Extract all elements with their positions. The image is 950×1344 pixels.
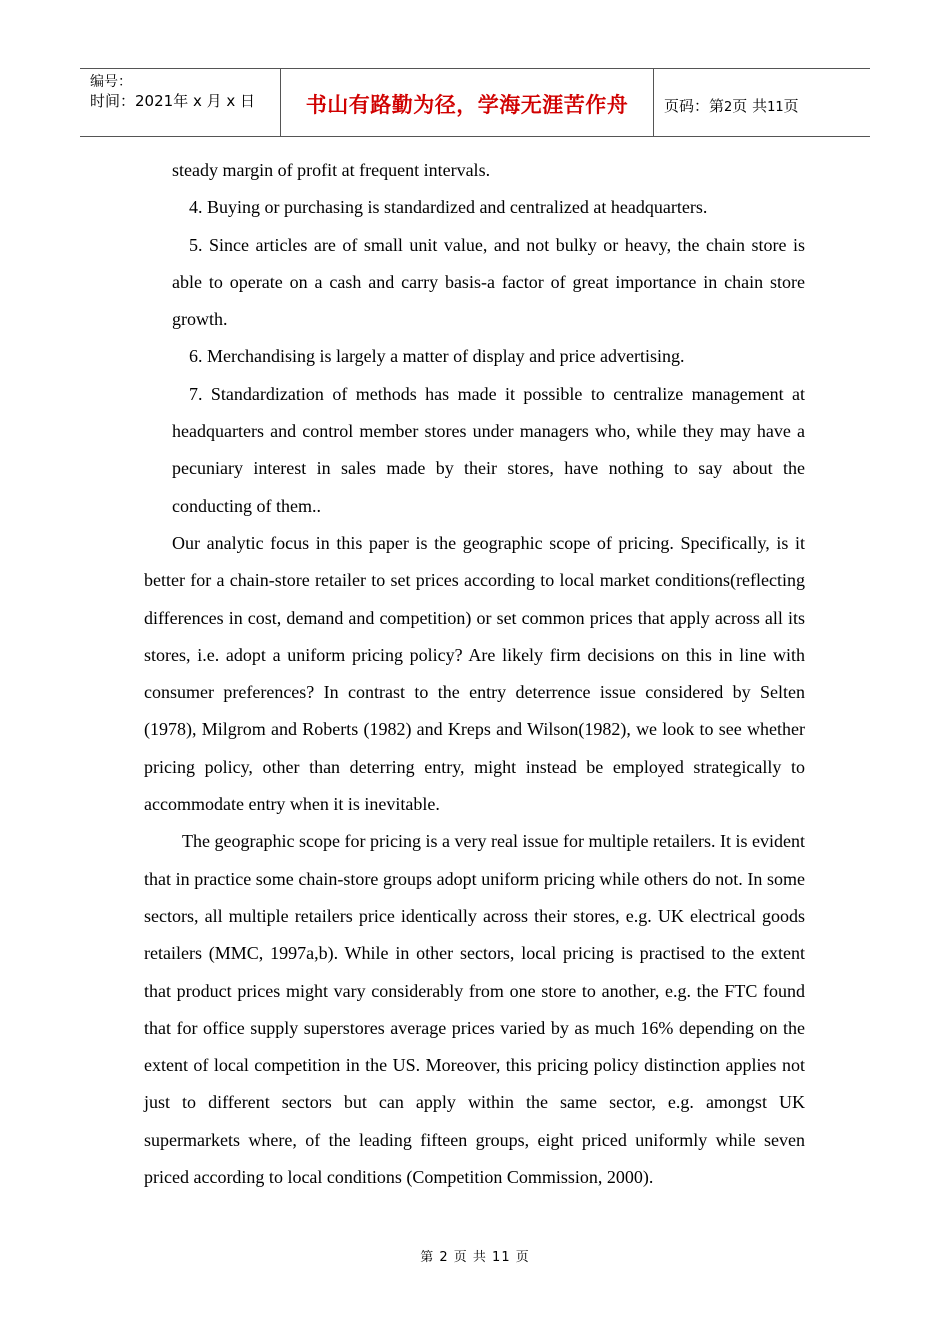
page-prefix: 页码：第	[664, 97, 725, 115]
document-number-label: 编号：	[90, 74, 132, 90]
list-item-4: 4. Buying or purchasing is standardized and centralized at headquarters.	[189, 197, 708, 218]
page-suffix: 页	[783, 97, 799, 115]
list-item-5: 5. Since articles are of small unit value, and not bulky or heavy, the chain store is able to operate on a cash and carry basis-a factor of great importance in chain store growth.	[172, 234, 805, 330]
header-center-cell	[280, 69, 654, 136]
paragraph-geographic-scope: The geographic scope for pricing is a very real issue for multiple retailers. It is evident that in practice some chain-store groups adopt uniform pricing while others do not. In some sectors, all multiple retailers price identically across their stores, e.g. UK electrical goods retailers (MMC, 1997a,b). While in other sectors, local pricing is practised to the extent that product prices might vary considerably from one store to another, e.g. the FTC found that for office supply superstores average prices varied by as much 16% depending on the extent of local competition in the US. Moreover, this pricing policy distinction applies not just to different sectors but can apply within the same sector, e.g. amongst UK supermarkets where, of the leading fifteen groups, eight priced uniformly while seven priced according to local conditions (Competition Commission, 2000).	[144, 831, 805, 1188]
page-current: 2	[724, 100, 733, 115]
page-header	[80, 68, 870, 137]
date-year: 2021	[135, 92, 174, 110]
date-rest: 年 x 月 x 日	[173, 92, 256, 110]
list-item-7: 7. Standardization of methods has made it possible to centralize management at headquarters and control member stores under managers who, while they may have a pecuniary interest in sales made by their stores, have nothing to say about the conducting of them..	[172, 383, 805, 516]
continued-paragraph: steady margin of profit at frequent intervals.	[172, 160, 491, 180]
paragraph-analytic-focus: Our analytic focus in this paper is the geographic scope of pricing. Specifically, is it better for a chain-store retailer to set prices according to local market conditions(reflecting differences in cost, demand and competition) or set common prices that apply across all its stores, i.e. adopt a uniform pricing policy? Are likely firm decisions on this in line with consumer preferences? In contrast to the entry deterrence issue considered by Selten (1978), Milgrom and Roberts (1982) and Kreps and Wilson(1982), we look to see whether pricing policy, other than deterring entry, might instead be employed strategically to accommodate entry when it is inevitable.	[144, 532, 805, 815]
document-body	[144, 152, 805, 1196]
header-right-cell	[654, 69, 870, 136]
date-prefix: 时间：	[90, 92, 136, 110]
header-motto: 书山有路勤为径，学海无涯苦作舟	[305, 93, 629, 117]
header-left-cell	[80, 69, 280, 136]
header-page-info	[664, 95, 799, 116]
list-item-6: 6. Merchandising is largely a matter of display and price advertising.	[189, 346, 685, 367]
page-footer: 第 2 页 共 11 页	[420, 1250, 530, 1265]
document-date	[90, 90, 255, 111]
page-total: 11	[767, 100, 784, 115]
page-mid: 页 共	[732, 97, 768, 115]
